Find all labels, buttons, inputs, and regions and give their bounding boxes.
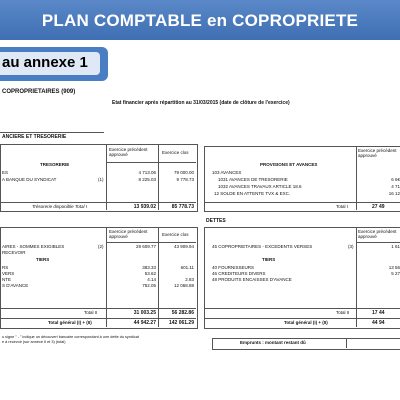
dettes-label: DETTES [206,218,226,224]
debts-grand-value: 44 94 [372,320,385,326]
provisions-row-label: 1032 AVANCES TRAVAUX ARTICLE 18.6 [218,184,302,189]
debts-row-label: 46 CREDITEURS DIVERS [212,271,266,276]
receivables-row-label: RECEVOIR [2,250,26,255]
debts-row-value: 5 27 [391,271,400,276]
debts-col-prev-header: Exercice précédent approuvé [358,229,397,240]
treasury-row-label: A BANQUE DU SYNDICAT [2,177,57,182]
footnote: u signe " - " indique un découvert bancaire correspondant à une dette du syndicat [2,335,139,339]
debts-row-label: 48 PRODUITS ENCAISSES D'AVANCE [212,277,292,282]
receivables-col-prev-header: Exercice précédent approuvé [109,229,148,240]
provisions-total-value: 27 49 [372,204,385,210]
provisions-total-label: Total I [336,204,349,209]
debts-row-label: 45 COPROPRIETAIRES - EXCEDENTS VERSES [212,244,313,249]
treasury-row-prev: 8 225.03 [138,177,156,182]
debts-row-value: 13 56 [388,265,400,270]
treasury-row-close: 9 778.73 [176,177,194,182]
receivables-row-prev: 752.05 [142,283,156,288]
receivables-grand-prev: 44 942.27 [133,320,156,326]
receivables-row-prev: 4.14 [147,277,156,282]
treasury-total-label: Trésorerie disponible Total I [32,204,88,209]
receivables-grand-label: Total général (I) + (II) [48,320,92,325]
treasury-group-label: TRESORERIE [40,162,70,167]
debts-row-label: TIERS [262,257,276,262]
treasury-row-prev: 4 713.06 [138,170,156,175]
provisions-row-label: 1031 AVANCES DE TRESORERIE [218,177,288,182]
receivables-total2-label: Total II [84,310,98,315]
receivables-row-label: S D'AVANCE [2,283,29,288]
debts-total2-label: Total II [336,310,350,315]
debts-total2-value: 17 44 [372,310,385,316]
provisions-col-prev-header: Exercice précédent approuvé [358,148,397,159]
treasury-row-close: 79 000.00 [173,170,194,175]
receivables-row-note: (2) [98,244,104,249]
treasury-col-prev-header: Exercice précédent approuvé [109,147,148,158]
receivables-row-label: NTE [2,277,11,282]
debts-grand-label: Total général (I) + (II) [284,320,328,325]
receivables-row-close: 601.11 [180,265,194,270]
treasury-col-close-header: Exercice clos [162,150,189,155]
receivables-grand-close: 142 061.29 [168,320,194,326]
debts-row-label: 40 FOURNISSEURS [212,265,255,270]
treasury-total-prev: 13 939.02 [133,204,156,210]
receivables-row-label: RS [2,265,9,270]
treasury-row-note: (1) [98,177,104,182]
receivables-row-close: 2.83 [185,277,194,282]
receivables-row-prev: 383.33 [142,265,156,270]
receivables-col-close-header: Exercice clos [162,232,189,237]
section-title-treasury: ANCIERE ET TRESORERIE [2,134,67,140]
statement-subtitle: Etat financier après répartition au 31/03/2015 (date de clôture de l'exercice) [112,100,290,106]
receivables-row-label: TIERS [36,257,50,262]
receivables-row-label: AIRES - SOMMES EXIGIBLES [2,244,65,249]
receivables-row-label: VERS [2,271,15,276]
debts-row-note: (3) [348,244,354,249]
provisions-row-value: 4 71 [391,184,400,189]
footnote: e à recevoir (sur annexe II et 3) (total) [2,340,66,344]
receivables-total2-close: 56 282.86 [171,310,194,316]
receivables-total2-prev: 31 003.25 [133,310,156,316]
provisions-row-label: 103 AVANCES [212,170,242,175]
receivables-row-prev: 53.62 [144,271,156,276]
treasury-total-close: 85 778.73 [171,204,194,210]
provisions-title: PROVISIONS ET AVANCES [260,162,318,167]
provisions-row-value: 6 6€ [391,177,400,182]
provisions-row-value: 16 12 [388,191,400,196]
receivables-row-prev: 29 609.77 [135,244,156,249]
loans-label: Emprunts : montant restant dû [240,340,306,345]
company-name: COPROPRIETAIRES (909) [2,89,76,95]
receivables-row-close: 12 068.88 [173,283,194,288]
treasury-row-label: ES [2,170,9,175]
financial-statement-sheet [0,82,400,400]
annex-tab-label: au annexe 1 [2,54,88,71]
receivables-row-close: 43 909.94 [173,244,194,249]
debts-row-value: 1 61 [391,244,400,249]
slide-title: PLAN COMPTABLE en COPROPRIETE [41,11,359,30]
provisions-row-label: 12 SOLDE EN ATTENTE TVX & EXC. [214,191,291,196]
